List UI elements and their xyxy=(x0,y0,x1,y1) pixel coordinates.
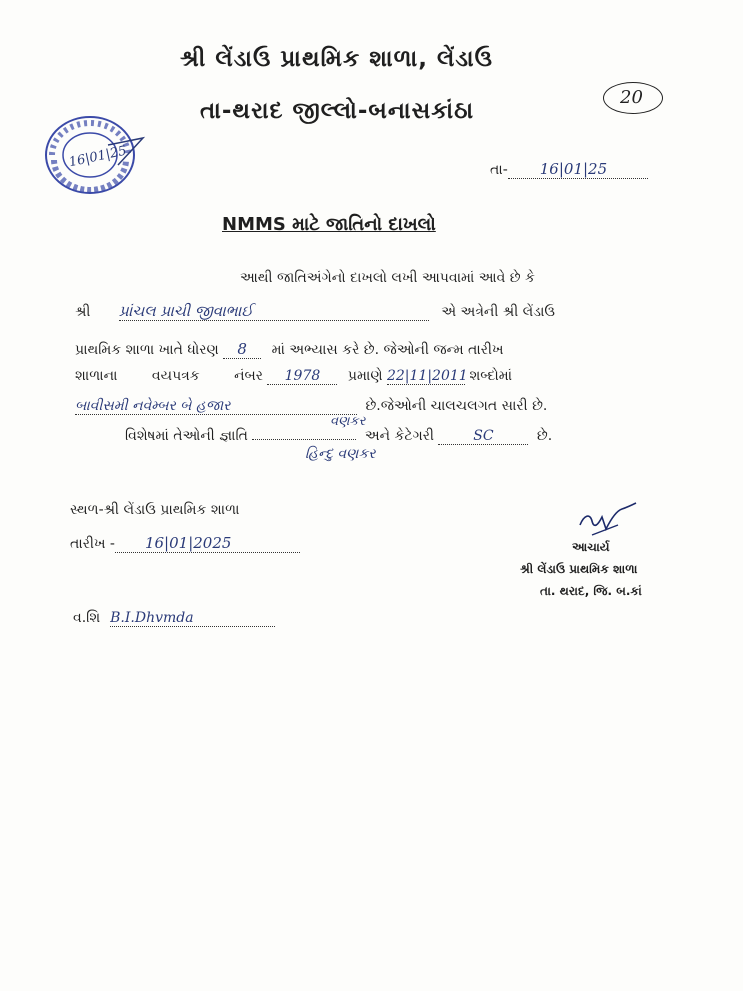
principal-school: શ્રી લેંડાઉ પ્રાથમિક શાળા xyxy=(520,562,638,576)
body-line-5 xyxy=(125,428,552,445)
class-teacher-label: વ.શિ xyxy=(73,610,101,626)
principal-address: તા. થરાદ, જિ. બ.કાં xyxy=(540,584,642,598)
line2-prefix: પ્રાથમિક શાળા ખાતે ધોરણ xyxy=(75,342,219,358)
line3-suffix: શબ્દોમાં xyxy=(469,368,513,384)
student-name: પ્રાંચલ પ્રાચી જીવાભાઈ xyxy=(119,302,429,321)
footer-place: સ્થળ-શ્રી લેંડાઉ પ્રાથમિક શાળા xyxy=(70,502,240,518)
principal-signature xyxy=(572,495,642,545)
line3-mid: પ્રમાણે xyxy=(347,368,383,384)
footer-date xyxy=(70,534,300,553)
body-line-1 xyxy=(75,302,655,321)
date-label: તા- xyxy=(490,162,508,178)
class-teacher-line xyxy=(73,610,275,627)
date-value: 16|01|25 xyxy=(508,160,648,179)
class-teacher-name: B.I.Dhvmda xyxy=(110,610,275,627)
intro-line: આથી જાતિઅંગેનો દાખલો લખી આપવામાં આવે છે કે xyxy=(240,270,535,286)
caste-upper: વણકર xyxy=(330,414,366,429)
line5-prefix: વિશેષમાં તેઓની જ્ઞાતિ xyxy=(125,428,248,444)
certificate-title: NMMS માટે જાતિનો દાખલો xyxy=(222,214,436,235)
footer-date-value: 16|01|2025 xyxy=(115,534,300,553)
body-line-3 xyxy=(75,368,655,385)
footer-date-label: તારીખ - xyxy=(70,536,115,552)
line4-suffix: છે.જેઓની ચાલચલગત સારી છે. xyxy=(365,398,548,414)
line5-mid: અને કેટેગરી xyxy=(364,428,434,444)
principal-title: આચાર્ય xyxy=(572,540,610,554)
stamp-date: 16|01|25 xyxy=(67,143,128,171)
line1-suffix: એ અત્રેની શ્રી લેંડાઉ xyxy=(441,304,555,320)
school-name-heading: શ્રી લેંડાઉ પ્રાથમિક શાળા, લેંડાઉ xyxy=(180,46,493,72)
category-value: SC xyxy=(438,428,528,445)
page-number: 20 xyxy=(620,87,643,108)
birth-date: 22|11|2011 xyxy=(386,368,468,384)
body-line-4 xyxy=(75,398,547,415)
standard-value: 8 xyxy=(223,340,261,359)
register-number: 1978 xyxy=(267,368,337,385)
line3-prefix: શાળાના વયપત્રક નંબર xyxy=(75,368,264,384)
caste-lower: હિન્દુ વણકર xyxy=(305,446,376,462)
page-number-circle xyxy=(603,82,663,114)
body-line-2 xyxy=(75,340,504,359)
shri-label: શ્રી xyxy=(75,304,91,320)
date-line xyxy=(490,160,648,179)
line5-suffix: છે. xyxy=(536,428,553,444)
address-heading: તા-થરાદ જીલ્લો-બનાસકાંઠા xyxy=(200,98,475,124)
birth-date-words: બાવીસમી નવેમ્બર બે હજાર xyxy=(75,398,357,415)
school-stamp xyxy=(38,110,150,200)
caste-blank xyxy=(252,439,356,440)
line2-suffix: માં અભ્યાસ કરે છે. જેઓની જન્મ તારીખ xyxy=(271,342,504,358)
